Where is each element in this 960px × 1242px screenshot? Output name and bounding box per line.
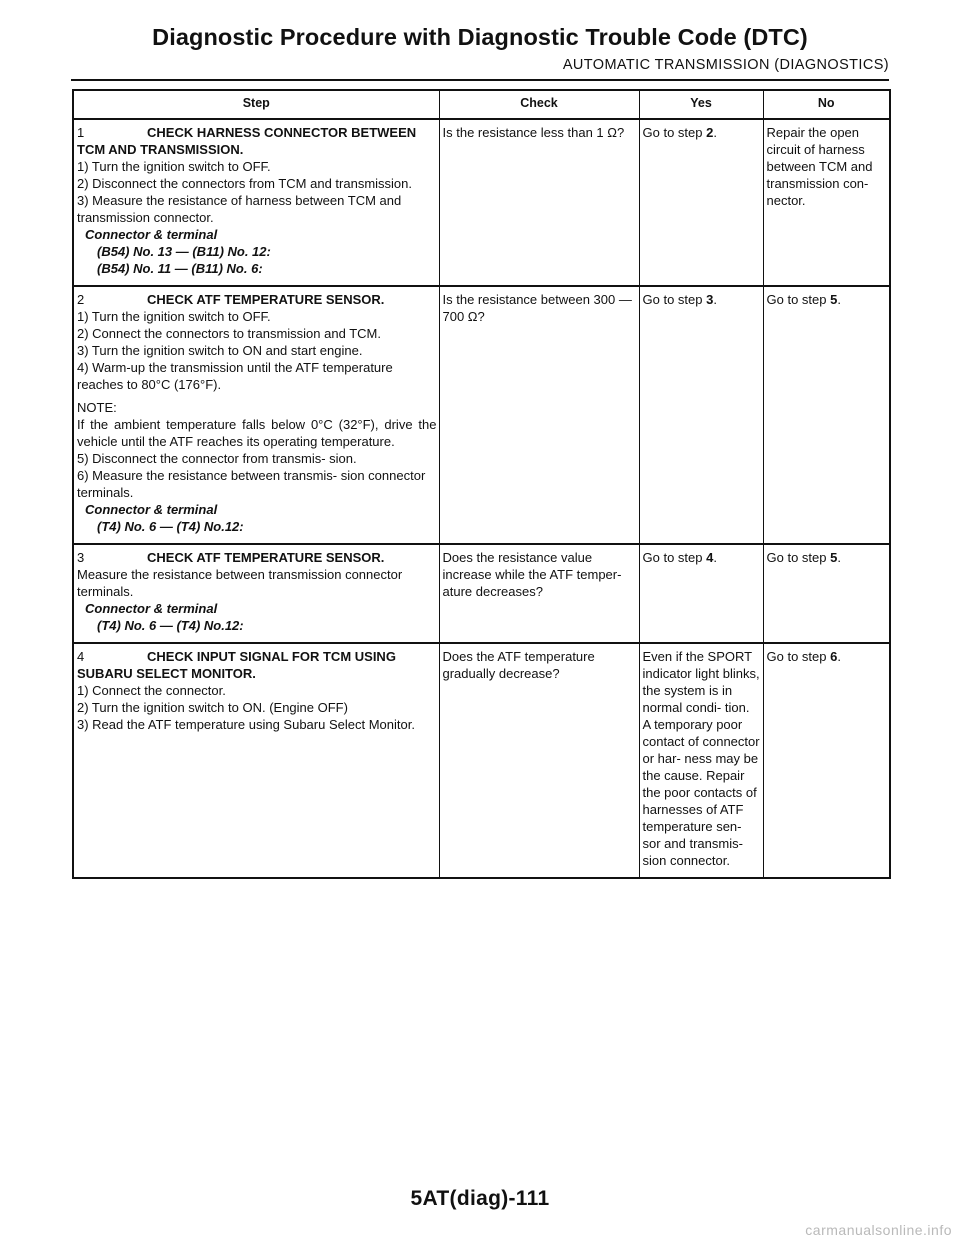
section-subtitle: AUTOMATIC TRANSMISSION (DIAGNOSTICS) <box>562 57 889 73</box>
header-divider <box>71 79 889 81</box>
col-header-check: Check <box>439 90 639 119</box>
connector-terminal: (T4) No. 6 — (T4) No.12: <box>97 618 244 633</box>
step-instruction: 1) Connect the connector. <box>77 683 226 698</box>
step-number: 3 <box>77 550 85 565</box>
note-label: NOTE: <box>77 400 117 415</box>
step-cell <box>73 119 439 286</box>
note-text: If the ambient temperature falls below 0°C (32°F), drive the vehicle until the ATF reaches its operating temperature. <box>77 417 437 449</box>
yes-cell: Go to step 4. <box>639 544 763 643</box>
step-cell <box>73 286 439 544</box>
connector-label: Connector & terminal <box>85 227 218 242</box>
check-cell: Does the ATF temperature gradually decrease? <box>439 643 639 878</box>
step-instruction: 1) Turn the ignition switch to OFF. <box>77 159 271 174</box>
step-title-cont: TCM AND TRANSMISSION. <box>77 142 244 157</box>
step-cell <box>73 544 439 643</box>
step-instruction: Measure the resistance between transmission connector terminals. <box>77 567 403 599</box>
page-title: Diagnostic Procedure with Diagnostic Trouble Code (DTC) <box>152 24 808 50</box>
col-header-no: No <box>763 90 890 119</box>
step-instruction: 3) Measure the resistance of harness between TCM and transmission connector. <box>77 193 402 225</box>
col-header-yes: Yes <box>639 90 763 119</box>
connector-terminal: (T4) No. 6 — (T4) No.12: <box>97 519 244 534</box>
step-title: CHECK INPUT SIGNAL FOR TCM USING <box>147 649 396 664</box>
step-instruction: 1) Turn the ignition switch to OFF. <box>77 309 271 324</box>
yes-cell: Even if the SPORT indicator light blinks, the system is in normal condi- tion. A temporary poor contact of connector or har- ness may be the cause. Repair the poor contacts of harnesses of ATF temperature sen- sor and transmis- sion connector. <box>639 643 763 878</box>
table-header-row <box>73 90 890 119</box>
no-cell: Go to step 5. <box>763 286 890 544</box>
step-title: CHECK ATF TEMPERATURE SENSOR. <box>147 292 385 307</box>
yes-cell: Go to step 2. <box>639 119 763 286</box>
no-cell: Go to step 5. <box>763 544 890 643</box>
step-number: 2 <box>77 292 85 307</box>
diagnostic-procedure-table <box>72 89 891 879</box>
table-row <box>73 643 890 878</box>
page-number: 5AT(diag)-111 <box>410 1187 550 1210</box>
step-instruction: 3) Read the ATF temperature using Subaru Select Monitor. <box>77 717 415 732</box>
step-instruction: 2) Turn the ignition switch to ON. (Engine OFF) <box>77 700 348 715</box>
yes-cell: Go to step 3. <box>639 286 763 544</box>
step-number: 4 <box>77 649 85 664</box>
check-cell: Is the resistance less than 1 Ω? <box>439 119 639 286</box>
step-instruction: 4) Warm-up the transmission until the ATF temperature reaches to 80°C (176°F). <box>77 360 393 392</box>
no-cell: Go to step 6. <box>763 643 890 878</box>
check-cell: Is the resistance between 300 — 700 Ω? <box>439 286 639 544</box>
no-cell: Repair the open circuit of harness between TCM and transmission con- nector. <box>763 119 890 286</box>
step-title-cont: SUBARU SELECT MONITOR. <box>77 666 256 681</box>
step-instruction: 3) Turn the ignition switch to ON and start engine. <box>77 343 363 358</box>
watermark: carmanualsonline.info <box>805 1222 952 1238</box>
connector-label: Connector & terminal <box>85 502 218 517</box>
step-instruction: 6) Measure the resistance between transmis- sion connector terminals. <box>77 468 426 500</box>
step-cell <box>73 643 439 878</box>
connector-label: Connector & terminal <box>85 601 218 616</box>
step-instruction: 2) Connect the connectors to transmission and TCM. <box>77 326 381 341</box>
step-instruction: 5) Disconnect the connector from transmis- sion. <box>77 451 357 466</box>
step-instruction: 2) Disconnect the connectors from TCM and transmission. <box>77 176 413 191</box>
connector-terminal: (B54) No. 13 — (B11) No. 12: <box>97 244 271 259</box>
connector-terminal: (B54) No. 11 — (B11) No. 6: <box>97 261 263 276</box>
step-title: CHECK ATF TEMPERATURE SENSOR. <box>147 550 385 565</box>
col-header-step: Step <box>73 90 439 119</box>
step-number: 1 <box>77 125 85 140</box>
table-row <box>73 286 890 544</box>
table-row <box>73 119 890 286</box>
check-cell: Does the resistance value increase while the ATF temper- ature decreases? <box>439 544 639 643</box>
table-row <box>73 544 890 643</box>
step-title: CHECK HARNESS CONNECTOR BETWEEN <box>147 125 417 140</box>
